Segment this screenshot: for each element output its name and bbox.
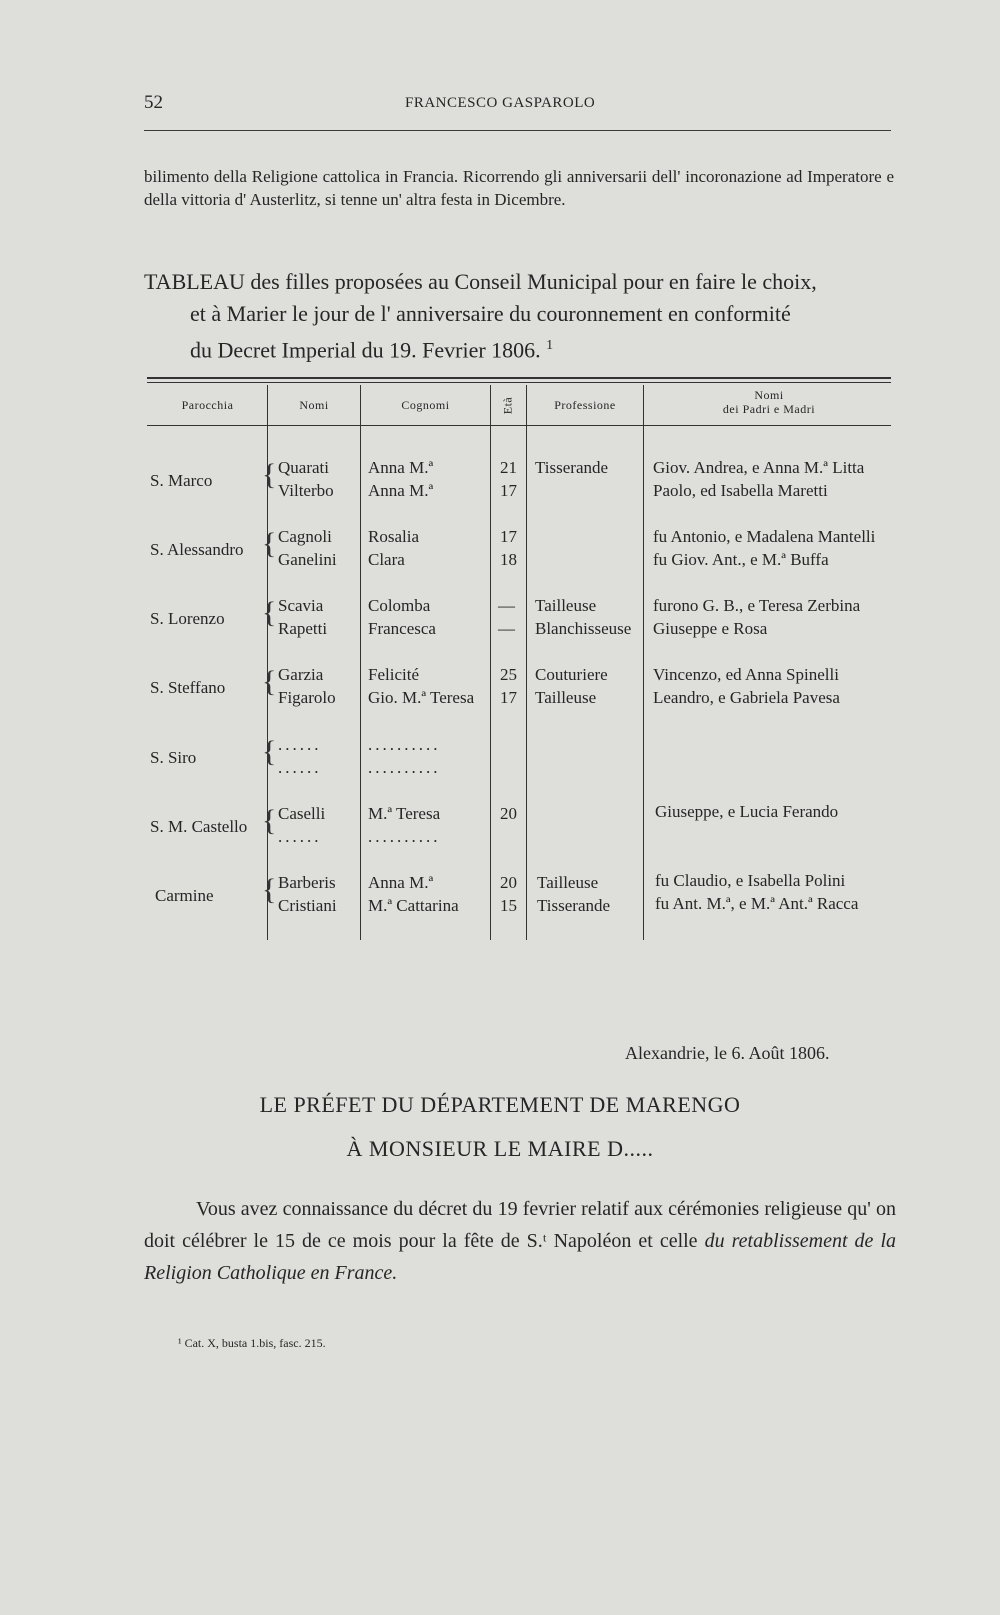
brace-glyph: { bbox=[262, 596, 277, 629]
table-top-rule-thin bbox=[147, 382, 891, 383]
parents-cell bbox=[653, 456, 864, 502]
first-name: Barberis bbox=[278, 873, 336, 892]
parents: Paolo, ed Isabella Maretti bbox=[653, 481, 828, 500]
parents: fu Antonio, e Madalena Mantelli bbox=[653, 527, 876, 546]
parish-name: S. Alessandro bbox=[150, 540, 244, 559]
age-cell bbox=[498, 594, 515, 640]
parish-name: S. Lorenzo bbox=[150, 609, 225, 628]
tableau-title-line3-text: du Decret Imperial du 19. Fevrier 1806. bbox=[190, 337, 541, 363]
surname: Anna M.ª bbox=[368, 481, 434, 500]
age: 25 bbox=[500, 665, 517, 684]
surname: Clara bbox=[368, 550, 405, 569]
tableau-title bbox=[144, 266, 896, 366]
parish-name: S. Siro bbox=[150, 748, 197, 767]
column-rule bbox=[490, 385, 491, 940]
parents-cell bbox=[653, 663, 840, 709]
first-name: Figarolo bbox=[278, 688, 336, 707]
profession-cell bbox=[537, 871, 610, 917]
parents: fu Ant. M.ª, e M.ª Ant.ª Racca bbox=[655, 894, 859, 913]
profession: Couturiere bbox=[535, 665, 608, 684]
footnote-mark: 1 bbox=[546, 338, 554, 353]
age-cell bbox=[500, 871, 517, 917]
tableau-title-line2: et à Marier le jour de l' anniversaire du couronnement en conformité bbox=[190, 301, 791, 326]
table-row bbox=[278, 525, 337, 571]
header-genitori bbox=[644, 388, 894, 416]
parents: furono G. B., e Teresa Zerbina bbox=[653, 596, 861, 615]
profession-cell bbox=[535, 456, 608, 479]
surname: .......... bbox=[368, 827, 441, 846]
surname: Francesca bbox=[368, 619, 436, 638]
surname-cell bbox=[368, 456, 433, 502]
surname: Rosalia bbox=[368, 527, 419, 546]
first-name: Quarati bbox=[278, 458, 329, 477]
surname: M.ª Cattarina bbox=[368, 896, 459, 915]
first-name: ...... bbox=[278, 758, 322, 777]
letter-body-text: Vous avez connaissance du décret du 19 fevrier relatif aux cérémonies religieuse qu' on doit célébrer le 15 de ce mois pour la fête de S.ᵗ Napoléon et celle bbox=[144, 1198, 896, 1252]
surname: M.ª Teresa bbox=[368, 804, 441, 823]
first-name: Caselli bbox=[278, 804, 326, 823]
first-name: Rapetti bbox=[278, 619, 328, 638]
age: 17 bbox=[500, 527, 517, 546]
age: 17 bbox=[500, 481, 517, 500]
parish-name: S. Steffano bbox=[150, 678, 226, 697]
header-genitori-line2: dei Padri e Madri bbox=[722, 402, 816, 416]
first-name: Scavia bbox=[278, 596, 324, 615]
brace-glyph: { bbox=[262, 527, 277, 560]
profession: Tailleuse bbox=[535, 688, 597, 707]
header-parocchia: Parocchia bbox=[181, 398, 234, 412]
table-row bbox=[278, 594, 327, 640]
brace-glyph: { bbox=[262, 735, 277, 768]
table-row bbox=[278, 456, 334, 502]
column-rule bbox=[643, 385, 644, 940]
surname: Felicité bbox=[368, 665, 419, 684]
place-date: Alexandrie, le 6. Août 1806. bbox=[625, 1043, 830, 1063]
parents: Leandro, e Gabriela Pavesa bbox=[653, 688, 840, 707]
profession-cell bbox=[535, 594, 631, 640]
surname-cell bbox=[368, 733, 441, 779]
parents-cell bbox=[653, 525, 875, 571]
surname: Anna M.ª bbox=[368, 873, 434, 892]
parents-cell bbox=[653, 594, 860, 640]
parents: Vincenzo, ed Anna Spinelli bbox=[653, 665, 839, 684]
header-professione: Professione bbox=[554, 398, 616, 412]
parents: fu Claudio, e Isabella Polini bbox=[655, 871, 846, 890]
parish-name: S. M. Castello bbox=[150, 817, 248, 836]
age-cell bbox=[500, 525, 517, 571]
page-number: 52 bbox=[144, 92, 163, 113]
age: 18 bbox=[500, 550, 517, 569]
surname: .......... bbox=[368, 735, 441, 754]
profession: Tailleuse bbox=[535, 596, 597, 615]
profession-cell bbox=[535, 663, 608, 709]
brace-glyph: { bbox=[262, 458, 277, 491]
header-nomi: Nomi bbox=[299, 398, 329, 412]
letter-body bbox=[144, 1193, 896, 1289]
age: 15 bbox=[500, 896, 517, 915]
column-rule bbox=[526, 385, 527, 940]
first-name: Ganelini bbox=[278, 550, 337, 569]
parents: fu Giov. Ant., e M.ª Buffa bbox=[653, 550, 829, 569]
age-cell bbox=[500, 456, 517, 502]
profession: Tisserande bbox=[535, 458, 609, 477]
letter-body-italic: du retablissement de la Religion Catholique en France. bbox=[144, 1230, 896, 1284]
parish-name: S. Marco bbox=[150, 471, 213, 490]
header-rule bbox=[144, 130, 891, 131]
profession: Tisserande bbox=[537, 896, 611, 915]
profession: Tailleuse bbox=[537, 873, 599, 892]
surname-cell bbox=[368, 525, 419, 571]
age: 17 bbox=[500, 688, 517, 707]
age: — bbox=[498, 596, 515, 615]
letter-heading-line1: LE PRÉFET DU DÉPARTEMENT DE MARENGO bbox=[259, 1092, 741, 1117]
age-cell bbox=[500, 663, 517, 709]
surname: .......... bbox=[368, 758, 441, 777]
header-eta: Età bbox=[500, 396, 515, 415]
parents-cell bbox=[655, 869, 858, 915]
table-row bbox=[278, 871, 337, 917]
surname: Gio. M.ª Teresa bbox=[368, 688, 475, 707]
age-cell bbox=[500, 802, 517, 825]
first-name: Cristiani bbox=[278, 896, 337, 915]
table-row bbox=[278, 733, 322, 779]
profession: Blanchisseuse bbox=[535, 619, 632, 638]
footnote: ¹ Cat. X, busta 1.bis, fasc. 215. bbox=[178, 1336, 326, 1350]
brace-glyph: { bbox=[262, 804, 277, 837]
header-cognomi: Cognomi bbox=[401, 398, 450, 412]
table-header-rule bbox=[147, 425, 891, 426]
parents: Giov. Andrea, e Anna M.ª Litta bbox=[653, 458, 865, 477]
header-genitori-line1: Nomi bbox=[754, 388, 784, 402]
running-head: FRANCESCO GASPAROLO bbox=[405, 95, 596, 111]
surname-cell bbox=[368, 663, 474, 709]
parents-cell bbox=[655, 800, 838, 823]
age: 20 bbox=[500, 804, 517, 823]
brace-glyph: { bbox=[262, 873, 277, 906]
parish-name: Carmine bbox=[155, 886, 214, 905]
age: — bbox=[498, 619, 515, 638]
brace-glyph: { bbox=[262, 665, 277, 698]
intro-paragraph: bilimento della Religione cattolica in Francia. Ricorrendo gli anniversarii dell' incoronazione ad Imperatore e della vittoria d' Austerlitz, si tenne un' altra festa in Dicembre. bbox=[144, 167, 894, 209]
age: 21 bbox=[500, 458, 517, 477]
column-rule bbox=[360, 385, 361, 940]
surname-cell bbox=[368, 802, 441, 848]
surname-cell bbox=[368, 594, 436, 640]
first-name: ...... bbox=[278, 735, 322, 754]
first-name: ...... bbox=[278, 827, 322, 846]
surname: Colomba bbox=[368, 596, 431, 615]
age: 20 bbox=[500, 873, 517, 892]
parents: Giuseppe e Rosa bbox=[653, 619, 768, 638]
surname: Anna M.ª bbox=[368, 458, 434, 477]
table-row bbox=[278, 802, 325, 848]
first-name: Cagnoli bbox=[278, 527, 332, 546]
first-name: Garzia bbox=[278, 665, 324, 684]
surname-cell bbox=[368, 871, 459, 917]
table-top-rule bbox=[147, 377, 891, 379]
tableau-title-line1: TABLEAU des filles proposées au Conseil Municipal pour en faire le choix, bbox=[144, 269, 817, 294]
letter-heading-line2: À MONSIEUR LE MAIRE D..... bbox=[346, 1136, 654, 1161]
tableau-title-line3 bbox=[144, 330, 896, 366]
first-name: Vilterbo bbox=[278, 481, 334, 500]
parents: Giuseppe, e Lucia Ferando bbox=[655, 802, 839, 821]
table-row bbox=[278, 663, 336, 709]
